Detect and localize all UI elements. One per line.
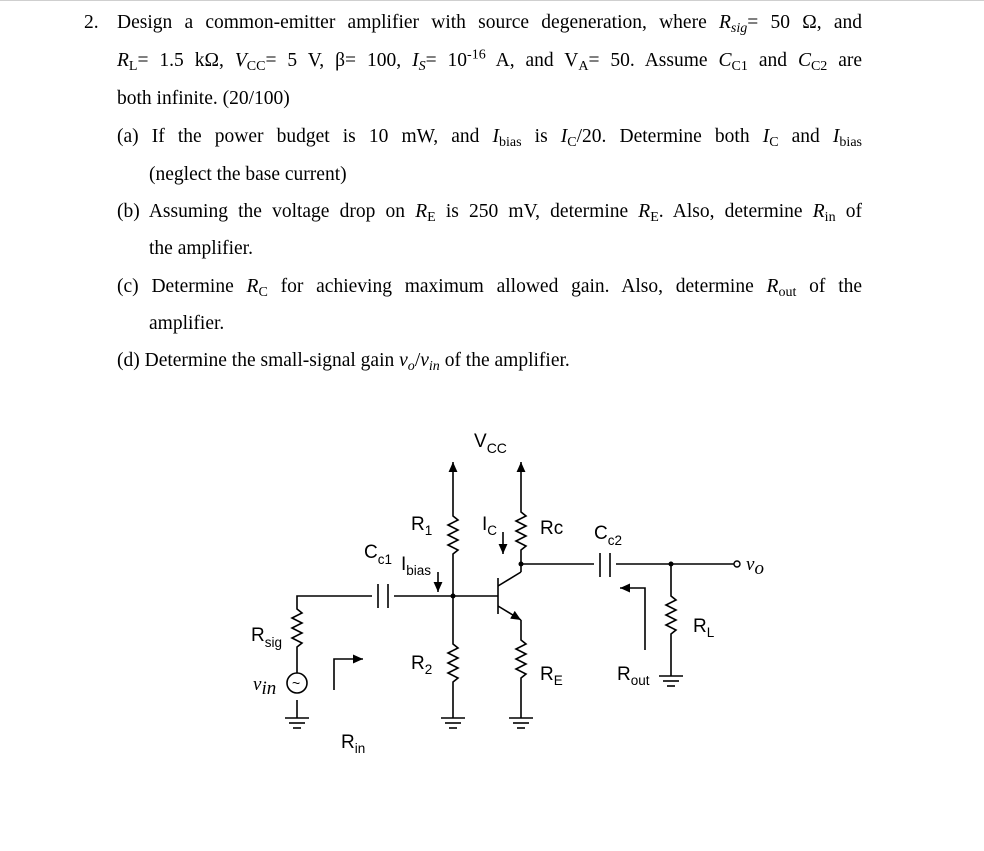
rc-symbol: R (246, 276, 259, 297)
ground-icon (509, 718, 533, 728)
vcc-sub: CC (246, 57, 266, 74)
part-c-label: (c) (117, 276, 139, 297)
bjt-transistor-icon (453, 572, 521, 620)
ground-icon (659, 676, 683, 686)
beta-value: β= 100, (335, 50, 402, 71)
ground-icon (441, 718, 465, 728)
ic-symbol: I (762, 126, 770, 147)
text: and (778, 126, 833, 147)
rout-arrow-icon (620, 588, 645, 650)
rin-arrow-icon (334, 659, 363, 690)
rsig-symbol: R (718, 12, 731, 33)
vo-label: vo (746, 554, 764, 579)
ic-sub: C (769, 133, 779, 150)
re-symbol: R (415, 201, 428, 222)
rc-sub: C (258, 283, 268, 300)
ic-sub: C (567, 133, 577, 150)
cc1-capacitor (372, 584, 394, 608)
vcc-symbol: V (234, 50, 247, 71)
re-resistor (516, 620, 526, 718)
r2-resistor (448, 596, 458, 718)
r2-label: $R_2$ (411, 653, 433, 677)
rin-sub: in (824, 208, 836, 225)
text: . Also, determine (658, 201, 813, 222)
vin-symbol: v (420, 350, 429, 371)
vin-label: vin (253, 674, 277, 699)
source-tilde: ~ (292, 675, 301, 691)
vcc-value: = 5 V, (265, 50, 325, 71)
part-c-line-2: amplifier. (149, 313, 225, 334)
rin-symbol: R (812, 201, 825, 222)
ground-icon (285, 718, 309, 728)
text: of (835, 201, 862, 222)
cc1-label: $C_{c1}$ (364, 542, 392, 567)
is-unit: A, (485, 50, 515, 71)
problem-number: 2. (84, 12, 99, 33)
cc1-sub: C1 (731, 57, 748, 74)
text: If the power budget is 10 mW, and (151, 126, 493, 147)
is-symbol: I (412, 50, 419, 71)
vin-sub: in (428, 357, 440, 374)
vcc-label: $V_{CC}$ (474, 431, 507, 456)
text: Determine (151, 276, 247, 297)
is-value: = 10 (425, 50, 468, 71)
part-a-label: (a) (117, 126, 139, 147)
part-d-label: (d) (117, 350, 140, 371)
slash: / (414, 350, 421, 371)
text: is (521, 126, 561, 147)
text-are: are (838, 50, 863, 71)
rout-symbol: R (766, 276, 779, 297)
re-label: $R_E$ (540, 664, 563, 688)
rc-resistor (516, 470, 526, 572)
rl-sub: L (128, 57, 138, 74)
text: Assuming the voltage drop on (148, 201, 416, 222)
rin-label: $R_{in}$ (341, 732, 366, 756)
ic-symbol: I (560, 126, 568, 147)
text: for achieving maximum allowed gain. Also, determine (267, 276, 767, 297)
re-sub: E (427, 208, 436, 225)
ibias-label: $I_{bias}$ (401, 554, 432, 578)
output-terminal (734, 561, 740, 567)
text-and: and (833, 12, 862, 33)
is-sub: S (418, 57, 426, 74)
problem-line-3: both infinite. (20/100) (117, 88, 290, 109)
vo-symbol: v (399, 350, 408, 371)
cc2-capacitor (594, 553, 616, 577)
re-symbol: R (638, 201, 651, 222)
is-exponent: -16 (467, 46, 486, 63)
text: of the amplifier. (439, 350, 570, 371)
cc2-sub: C2 (810, 57, 828, 74)
rout-sub: out (778, 283, 797, 300)
text: /20. Determine both (576, 126, 763, 147)
va-value: = 50. (588, 50, 635, 71)
rl-label: $R_L$ (693, 616, 715, 640)
rl-value: = 1.5 kΩ, (137, 50, 224, 71)
text: Design a common-emitter amplifier with source degeneration, where (117, 12, 719, 33)
vo-sub: o (407, 357, 415, 374)
cc2-label: $C_{c2}$ (594, 523, 622, 548)
rl-symbol: R (117, 50, 129, 71)
rl-resistor (666, 564, 676, 676)
va-sub: A (578, 57, 589, 74)
part-b-label: (b) (117, 201, 140, 222)
rout-label: $R_{out}$ (617, 664, 650, 688)
ibias-sub: bias (839, 133, 863, 150)
rsig-sub: sig (730, 19, 748, 36)
rc-label: Rc (540, 518, 564, 539)
cc1-symbol: C (718, 50, 732, 71)
text: is 250 mV, determine (435, 201, 639, 222)
rsig-label: $R_{sig}$ (251, 625, 282, 650)
text: Determine the small-signal gain (144, 350, 400, 371)
text-and: and (758, 50, 787, 71)
ic-label: $I_C$ (482, 514, 498, 538)
part-a-line-2: (neglect the base current) (149, 164, 347, 185)
re-sub: E (650, 208, 659, 225)
text-assume: Assume (644, 50, 708, 71)
va-symbol: and V (525, 50, 579, 71)
r1-label: $R_1$ (411, 514, 433, 538)
ibias-symbol: I (832, 126, 840, 147)
ibias-symbol: I (492, 126, 499, 147)
rsig-value: = 50 Ω, (747, 12, 822, 33)
r1-resistor (448, 470, 458, 596)
ibias-sub: bias (498, 133, 522, 150)
part-b-line-2: the amplifier. (149, 238, 253, 259)
text: of the (796, 276, 863, 297)
cc2-symbol: C (797, 50, 811, 71)
